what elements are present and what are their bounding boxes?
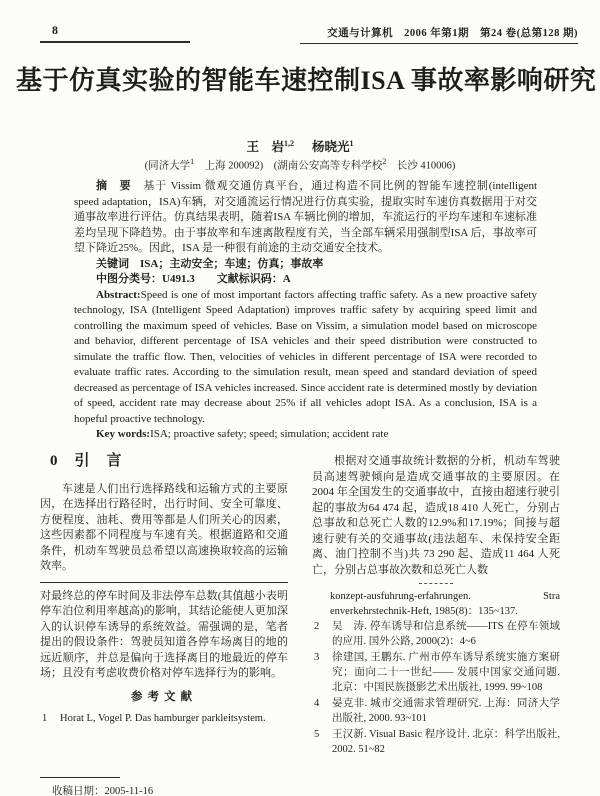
reference-item xyxy=(312,619,560,649)
abstract-en xyxy=(74,288,537,428)
section-title: 引 言 xyxy=(74,453,123,469)
reference-item xyxy=(312,727,560,757)
authors-line xyxy=(0,137,600,155)
body-columns xyxy=(40,450,560,758)
journal-header-line: 交通与计算机 2006 年第1期 第24 卷(总第128 期) xyxy=(327,28,578,39)
intro-paragraph-right: 根据对交通事故统计数据的分析，机动车驾驶员高速驾驶倾向是造成交通事故的主要原因。在2004 年全国发生的交通事故中，直接由超速行驶引起的事故为64 474 起，造成18 410 人死亡，分别占总事故和总死亡人数的12.9%和17.19%；间接与超速行驶有关的交通事故(违法超车、未保持安全距离、油门控制不当)共 73 290 起、造成11 464 人死亡，分别占总事故次数和总死亡人数 xyxy=(312,455,560,576)
doc-code-label: 文献标识码： xyxy=(216,273,283,285)
author-superscript: 1,2 xyxy=(284,138,294,148)
reference-text: 徐建国, 王鹏东. 广州市停车诱导系统实施方案研究；面向二十一世纪—— 发展中国家交通问题. 北京：中国民族摄影艺术出版社, 1999. 99~108 xyxy=(332,652,560,693)
page-number: 8 xyxy=(52,23,58,37)
affiliation: (湖南公安高等专科学校 xyxy=(273,160,383,172)
abstract-block xyxy=(74,179,537,443)
doc-code-value: A xyxy=(282,273,291,285)
reference-item xyxy=(40,711,288,726)
section-number: 0 xyxy=(50,453,59,469)
prev-article-paragraph: 对最终总的停车时间及非法停车总数(其值越小表明停车泊位利用率越高)的影响，其结论能使人更加深入的认识停车诱导的系统效益。需强调的是，笔者提出的假设条件：驾驶员知道各停车场离目的地的远近顺序，并总是偏向于选择离目的地最近的停车场；且没有考虑收费价格对停车选择行为的影响。 xyxy=(40,589,288,679)
affiliation-superscript: 2 xyxy=(382,157,387,166)
reference-item xyxy=(312,650,560,695)
dotted-separator xyxy=(419,583,453,584)
affiliations-line xyxy=(0,157,600,173)
column-divider-rule xyxy=(40,582,288,583)
author-name: 杨晓光 xyxy=(312,140,350,154)
affiliation-superscript: 1 xyxy=(190,157,195,166)
abstract-en-label: Abstract: xyxy=(96,288,141,301)
reference-number: 1 xyxy=(42,713,48,724)
received-date-line: 收稿日期：2005-11-16 xyxy=(52,786,154,796)
reference-continuation: konzept-ausfuhrung-erfahrungen. Stra enverkehrstechnik-Heft, 1985(8)：135~137. xyxy=(330,591,560,617)
intro-paragraph-left: 车速是人们出行选择路线和运输方式的主要原因，在选择出行路径时，出行时间、安全可靠度、方便程度、油耗、费用等都是人们所关心的因素，这些因素都不同程度与车速有关。根据道路和交通条件，机动车驾驶员总希望以高速换取较高的运输效率。 xyxy=(40,482,288,572)
keywords-en xyxy=(74,427,537,443)
reference-number: 4 xyxy=(314,698,320,709)
reference-number: 3 xyxy=(314,652,320,663)
article-title: 基于仿真实验的智能车速控制ISA 事故率影响研究 xyxy=(16,66,597,95)
reference-number: 5 xyxy=(314,729,320,740)
abstract-en-text: Speed is one of most important factors affecting traffic safety. As a new proactive safety technology, ISA (Intelligent Speed Adaptation) improves traffic safety by acquiring speed limit and controlling the maximum speed of vehicles. Base on Vissim, a simulation model based on microscope and behavior, different percentage of ISA vehicles and their speed distribution were constructed to simulate the traffic flow. Then, velocities of vehicles in different percentage of ISA were recorded to evaluate traffic rates. According to the simulation result, mean speed and standard deviation of speed decreased as percentage of ISA vehicles increased. Since accident rate is determined mostly by deviation of speed, accident rate may decrease about 25% if all vehicles adopt ISA. As a conclusion, ISA is a hopeful proactive technology. xyxy=(74,288,537,425)
received-date-rule xyxy=(40,777,120,778)
reference-number: 2 xyxy=(314,621,320,632)
keywords-en-text: ISA; proactive safety; speed; simulation; accident rate xyxy=(150,428,389,440)
reference-text: 吴 涛. 停车诱导和信息系统——ITS 在停车领域的应用. 国外公路, 2000(2)：4~6 xyxy=(332,621,560,647)
affiliation: (同济大学 xyxy=(144,160,191,172)
author-name: 王 岩 xyxy=(246,140,284,154)
right-column xyxy=(312,450,560,758)
reference-text: 晏克非. 城市交通需求管理研究. 上海：同济大学出版社, 2000. 93~101 xyxy=(332,698,560,724)
clc-line xyxy=(74,272,537,288)
affiliation: 上海 200092) xyxy=(194,160,274,172)
header-rule-left xyxy=(40,41,190,43)
reference-text: Horat L, Vogel P. Das hamburger parkleitsystem. xyxy=(60,713,266,724)
abstract-cn xyxy=(74,179,537,257)
clc-label: 中图分类号： xyxy=(96,273,162,285)
keywords-en-label: Key words: xyxy=(96,428,151,440)
keywords-cn-label: 关键词 xyxy=(96,257,129,270)
author-superscript: 1 xyxy=(349,138,354,148)
header-rule-right xyxy=(300,43,578,44)
abstract-cn-text: 基于 Vissim 微观交通仿真平台，通过构造不同比例的智能车速控制(intelligent speed adaptation，ISA)车辆，对交通流运行情况进行仿真实验，提取实时车速仿真数据用于对交通事故率进行评估。仿真结果表明，随着ISA 车辆比例的增加，车流运行的平均车速和车速标准差均呈现下降趋势。由于事故率和车速离散程度有关，当全部车辆采用强制型ISA 后，事故率可望下降近25%。因此，ISA 是一种很有前途的主动交通安全技术。 xyxy=(74,180,538,254)
left-column xyxy=(40,450,288,758)
keywords-cn-text: ISA；主动安全；车速；仿真；事故率 xyxy=(129,257,324,270)
reference-text: 王汉新. Visual Basic 程序设计. 北京：科学出版社, 2002. 51~82 xyxy=(332,729,560,755)
clc-value: U491.3 xyxy=(162,273,195,285)
keywords-cn xyxy=(74,257,537,273)
references-heading: 参考文献 xyxy=(131,690,197,703)
reference-item xyxy=(312,696,560,726)
abstract-cn-label: 摘 要 xyxy=(96,180,132,192)
affiliation: 长沙 410006) xyxy=(386,160,456,172)
section-heading-intro xyxy=(50,454,288,470)
